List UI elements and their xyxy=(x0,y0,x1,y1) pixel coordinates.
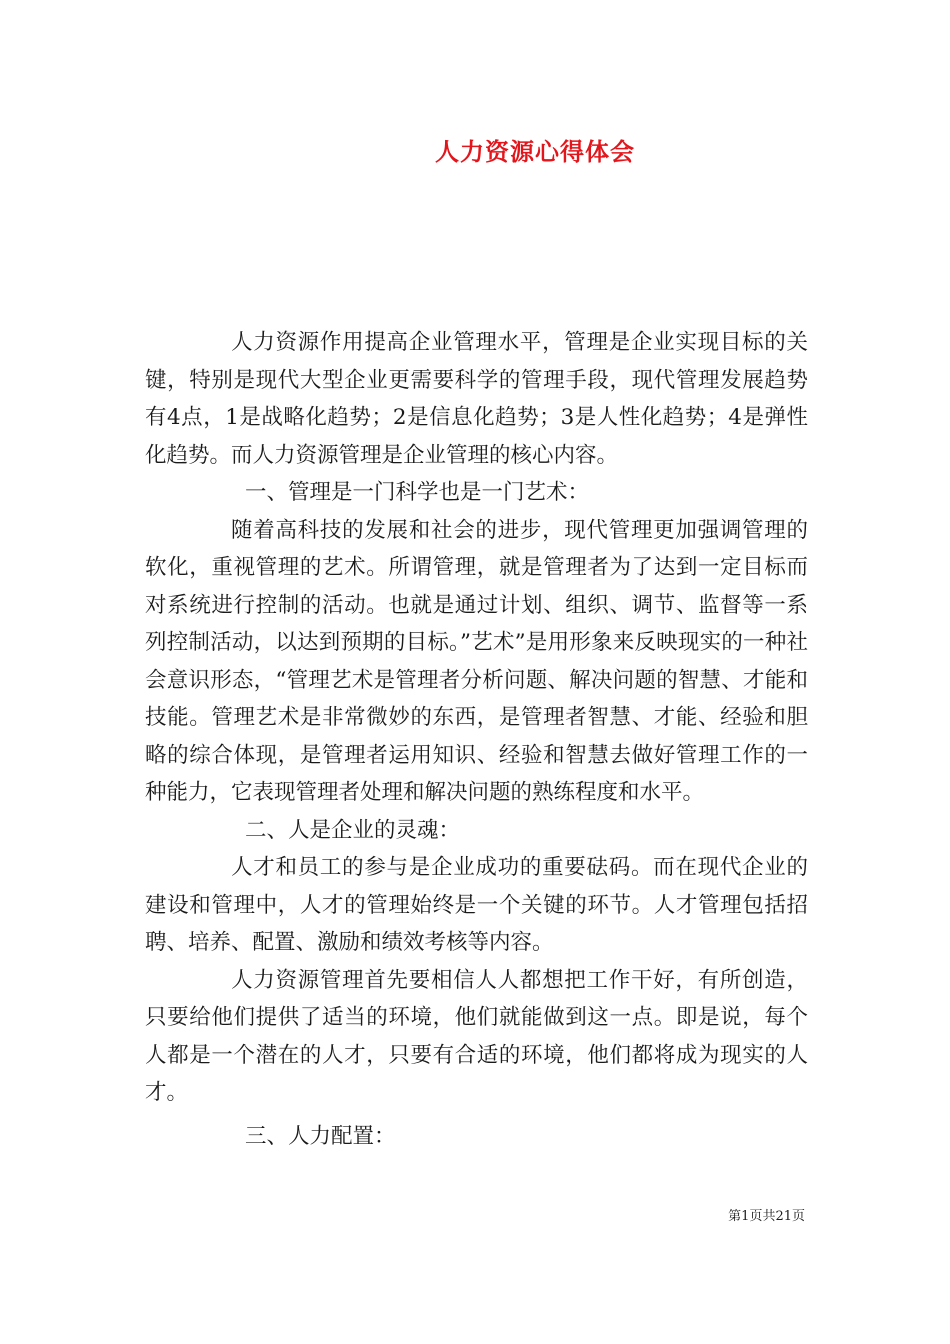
page-number: 第1页共21页 xyxy=(728,1209,805,1224)
document-title: 人力资源心得体会 xyxy=(435,137,635,166)
paragraph-talent: 人才和员工的参与是企业成功的重要砝码。而在现代企业的建设和管理中，人才的管理始终是一个关键的环节。人才管理包括招聘、培养、配置、激励和绩效考核等内容。 xyxy=(145,855,808,955)
paragraph-hr-trust: 人力资源管理首先要相信人人都想把工作干好，有所创造，只要给他们提供了适当的环境，他们就能做到这一点。即是说，每个人都是一个潜在的人才，只要有合适的环境，他们都将成为现实的人才。 xyxy=(145,967,808,1105)
document-body xyxy=(145,324,808,1155)
section-heading-1: 一、管理是一门科学也是一门艺术： xyxy=(245,480,590,505)
paragraph-management-art: 随着高科技的发展和社会的进步，现代管理更加强调管理的软化，重视管理的艺术。所谓管理，就是管理者为了达到一定目标而对系统进行控制的活动。也就是通过计划、组织、调节、监督等一系列控制活动，以达到预期的目标。”艺术”是用形象来反映现实的一种社会意识形态，“管理艺术是管理者分析问题、解决问题的智慧、才能和技能。管理艺术是非常微妙的东西，是管理者智慧、才能、经验和胆略的综合体现，是管理者运用知识、经验和智慧去做好管理工作的一种能力，它表现管理者处理和解决问题的熟练程度和水平。 xyxy=(145,517,808,805)
section-heading-3: 三、人力配置： xyxy=(245,1123,396,1149)
section-heading-2: 二、人是企业的灵魂： xyxy=(245,817,461,843)
paragraph-intro: 人力资源作用提高企业管理水平，管理是企业实现目标的关键，特别是现代大型企业更需要科学的管理手段，现代管理发展趋势有4点，1是战略化趋势；2是信息化趋势；3是人性化趋势；4是弹性化趋势。而人力资源管理是企业管理的核心内容。 xyxy=(145,330,808,468)
